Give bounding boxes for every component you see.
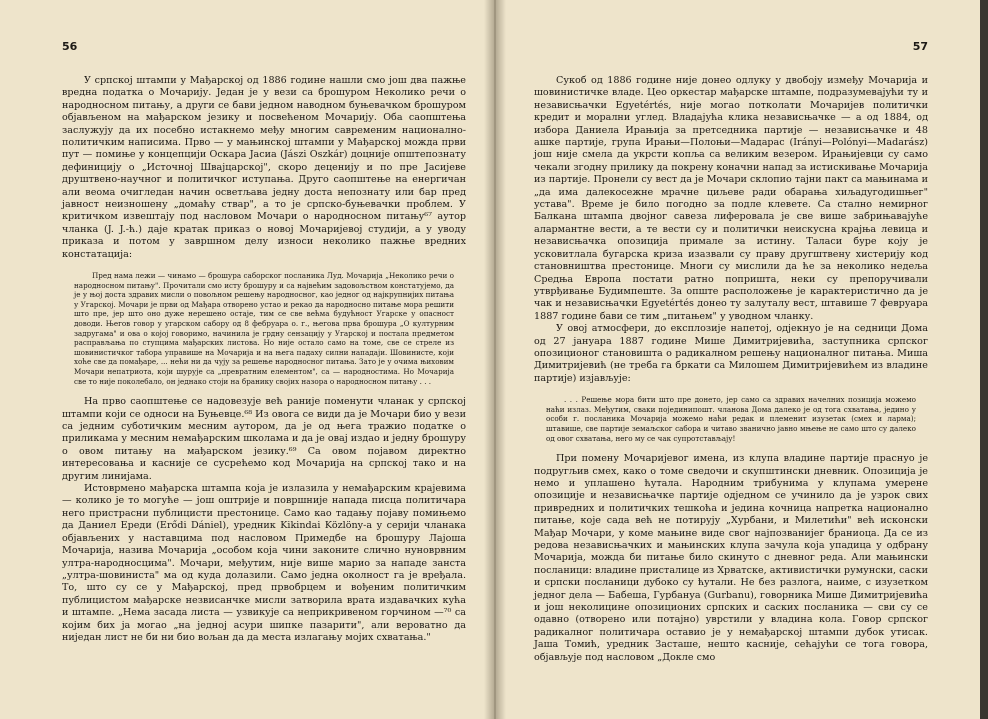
paragraph: У овој атмосфери, до експлозије напетој, одјекнуо је на седници Дома од 27 јануара 1887 године Мише Димитријевића, заступника српског опозиционог становишта о радикалном решењу националног питања. Миша Димитријевић (не треба га бркати са Милошем Димитријевићем из владине партије) изјављује:: [534, 323, 928, 384]
paragraph: Сукоб од 1886 године није донео одлуку у двобоју између Мочарија и шовинистичке владе. Цео оркестар мађарске штампе, подразумевајући ту и независњачки Egyetértés, није могао потколати Мочаријев политички кредит и морални углед. Владајућа клика независњачке — а од 1884, од избора Даниела Ирањија за претседника партије — независњачке и 48 ашке партије, група Ирањи—Полоњи—Мадарас (Irányi—Polónyi—Madarász) још није смела да укрсти копља са великим везером. Ирањијевци су само чекали згодну прилику да покрену коначни напад за истискивање Мочарија из партије. Пронели су вест да је Мочари склопио тајни пакт са мањинама и „да има далекосежне мрачне циљеве ради обарања хиљадугодишњег" устава". Време је било погодно за подле клевете. Са стално немирног Балкана штампа двојног савеза лиферовала је све више забрињавајуће алармантне вести, а те вести су и политички неискусна крајња левица и независњачка опозиција примале за истину. Таласи буре коју је усковитлала бугарска криза изазвали су праву другштвену хистерију код становништва престонице. Многи су мислили да ће за неколико недеља Средња Европа постати ратно попришта, неки су препоручивали утврђивање Будимпеште. За опште расположење је карактеристично да је чак и независњачки Egyetértés донео ту залуталу вест, штавише 7 февруара 1887 године бави се тим „питањем" у уводном чланку.: [534, 75, 928, 322]
right-page: [494, 0, 988, 719]
block-quote: . . . Решење мора бити што пре донето, јер само са здравих начелних позиција можемо наћи излаз. Међутим, сваки појединипошт. чланова Дома далеко је од тога схватања, једино у особи г. посланика Мочарија можемо наћи редак и племенит изузетак (смех и ларма); штавише, све партије земаљског сабора и читаво званично јавно мњење не само што су далеко од овог схватања, него му се чак супротстављају!: [546, 395, 916, 443]
page-number-right: 57: [912, 40, 928, 53]
paragraph: Истоврмено мађарска штампа која је излазила у немађарским крајевима — колико је то могуће — још оштрије и површније напада писца политичара него пристрасни публицисти престонице. Само као тадању појаву помињемо да Даниел Ереди (Erődi Dániel), уредник Kikindai Közlöny-а у серији чланака објављених у наставцима под насловом Примедбе на брошуру Лајоша Мочарија, назива Мочарија „особом која чини законите слично нуноврвним ултра-народносцима". Мочари, међутим, није више марио за нападе занста „ултра-шовиниста" ма од куда долазили. Само једна околност га је вређала. То, што су се у Мађарској, пред првобрцем и вођеним политичким публицистом мађарске незвисанчке мисли затворила врата издавачких кућа и штампе. „Нема засада листа — узвикује са неприкривеном горчином —⁷⁰ са којим бих ја могао „на једној асури шипке пазарити", али вероватно да ниједан лист не би ни био вољан да да места излагању мојих схватања.": [62, 483, 466, 643]
paragraph: При помену Мочаријевог имена, из клупа владине партије праснуо је подругљив смех, како о томе сведочи и скупштински дневник. Опозиција је немо и уплашено ћутала. Народним трибунима у клупама умерене опозиције и независњачке партије одједном се учинило да је узрок свих привредних и политичких тешкоћа и једина кочница напретка национално питање, које сада већ не потирују „Хурбани, и Милетићи" већ исконски Мађар Мочари, у коме мањине виде свог најпозванијег браниоца. Да се из редова независњачких и мањинских клупа зачула која упадица у одбрану Мочарија, можда би питање било скинуто с дневног реда. Али мањински посланици: владине присталице из Хрватске, активистички румунски, саски и српски посланици дубоко су ћутали. Не без разлога, наиме, с изузетком једног дела — Бабеша, Гурбануа (Gurbanu), говорника Мише Димитријевића и још неколицине опозиционих српских и саских посланика — сви су се одавно (отворено или потајно) уврстили у владина кола. Говор српског радикалног политичара оставио је у немађарској штампи дубок утисак. Јаша Томић, уредник Засташе, нешто касније, сећајући се тога говора, објављује под насловом „Докле смо: [534, 453, 928, 663]
block-quote: Пред нама лежи — чинамо — брошура саборског посланика Луд. Мочарија „Неколико речи о народносном питању". Прочитали смо исту брошуру и са највећим задовољством констатујемо, да је у њој доста здравих мисли о повољном решењу народносног, као једног од најкрупнијих питања у Угарској. Мочари је први од Мађара отворено устао и рекао да народносно питање мора решити што пре, јер што оно дуже нерешено остаје, тим се све већма будућност Угарске у опасност доводи. Његов говор у угарском сабору од 8 фебруара о. г., његова прва брошура „О културним задругама" и ова о којој говоримо, начинила је грдну сензацију у Угарској и постала предметом расправљања по ступцима мађарских листова. Но није остало само на томе, све се стреле из шовинистичког табора управише на Мочарија и на њега падаху силни нападаји. Шовинисте, који хоће све да помађаре, ... нећи ни да чују за решење народносног питања. Зато је у очима њиховим Мочари непатриота, који шурује са „превратним елементом", са — народностима. Но Мочарија све то није поколебало, он једнако стоји на бранику својих назора о народносном питању . . .: [74, 271, 454, 386]
book-gutter: [484, 0, 506, 719]
book-edge-right: [980, 0, 988, 719]
paragraph: На прво саопштење се надовезује већ раније поменути чланак у српској штампи који се односи на Буњевце.⁶⁸ Из овога се види да је Мочари био у вези са једним суботичким месним аутором, да је од њега тражио податке о приликама у месним немађарским школама и да је овај издао и једну брошуру о овом питању на мађарском језику.⁶⁹ Са овом појавом директно интересовања и касније се сусрећемо код Мочарија на српској тако и на другим линијама.: [62, 396, 466, 482]
paragraph: У српској штампи у Мађарској од 1886 године нашли смо још два пажње вредна податка о Мочарију. Један је у вези са брошуром Неколико речи о народносном питању, а други се бави једном наводном буњевачком брошуром објављеном на мађарском језику и посвећеном Мочарију. Оба саопштења заслужују да их посебно истакнемо међу многим савременим национално-политичким написима. Прво — у мањинској штампи у Мађарској можда први пут — помиње у концепцији Оскара Јасиа (Jászi Oszkár) доцније општепознату дефиницију о „Источној Швајцарској", скоро деценију и по пре Јасијеве друштвено-научног и политичког иступања. Друго саопштење на енергичан али веома очигледан начин осветљава једну доста непознату или бар пред јавност неизношену „домаћу ствар", а то је српско-буњевачки проблем. У критичком извештају под насловом Мочари о народносном питању⁶⁷ аутор чланка (J. J.-ћ.) даје кратак приказ о новој Мочаријевој студији, а у уводу приказа и потом у завршном делу износи неколико пажње вредних констатација:: [62, 75, 466, 260]
page-number-left: 56: [62, 40, 78, 53]
